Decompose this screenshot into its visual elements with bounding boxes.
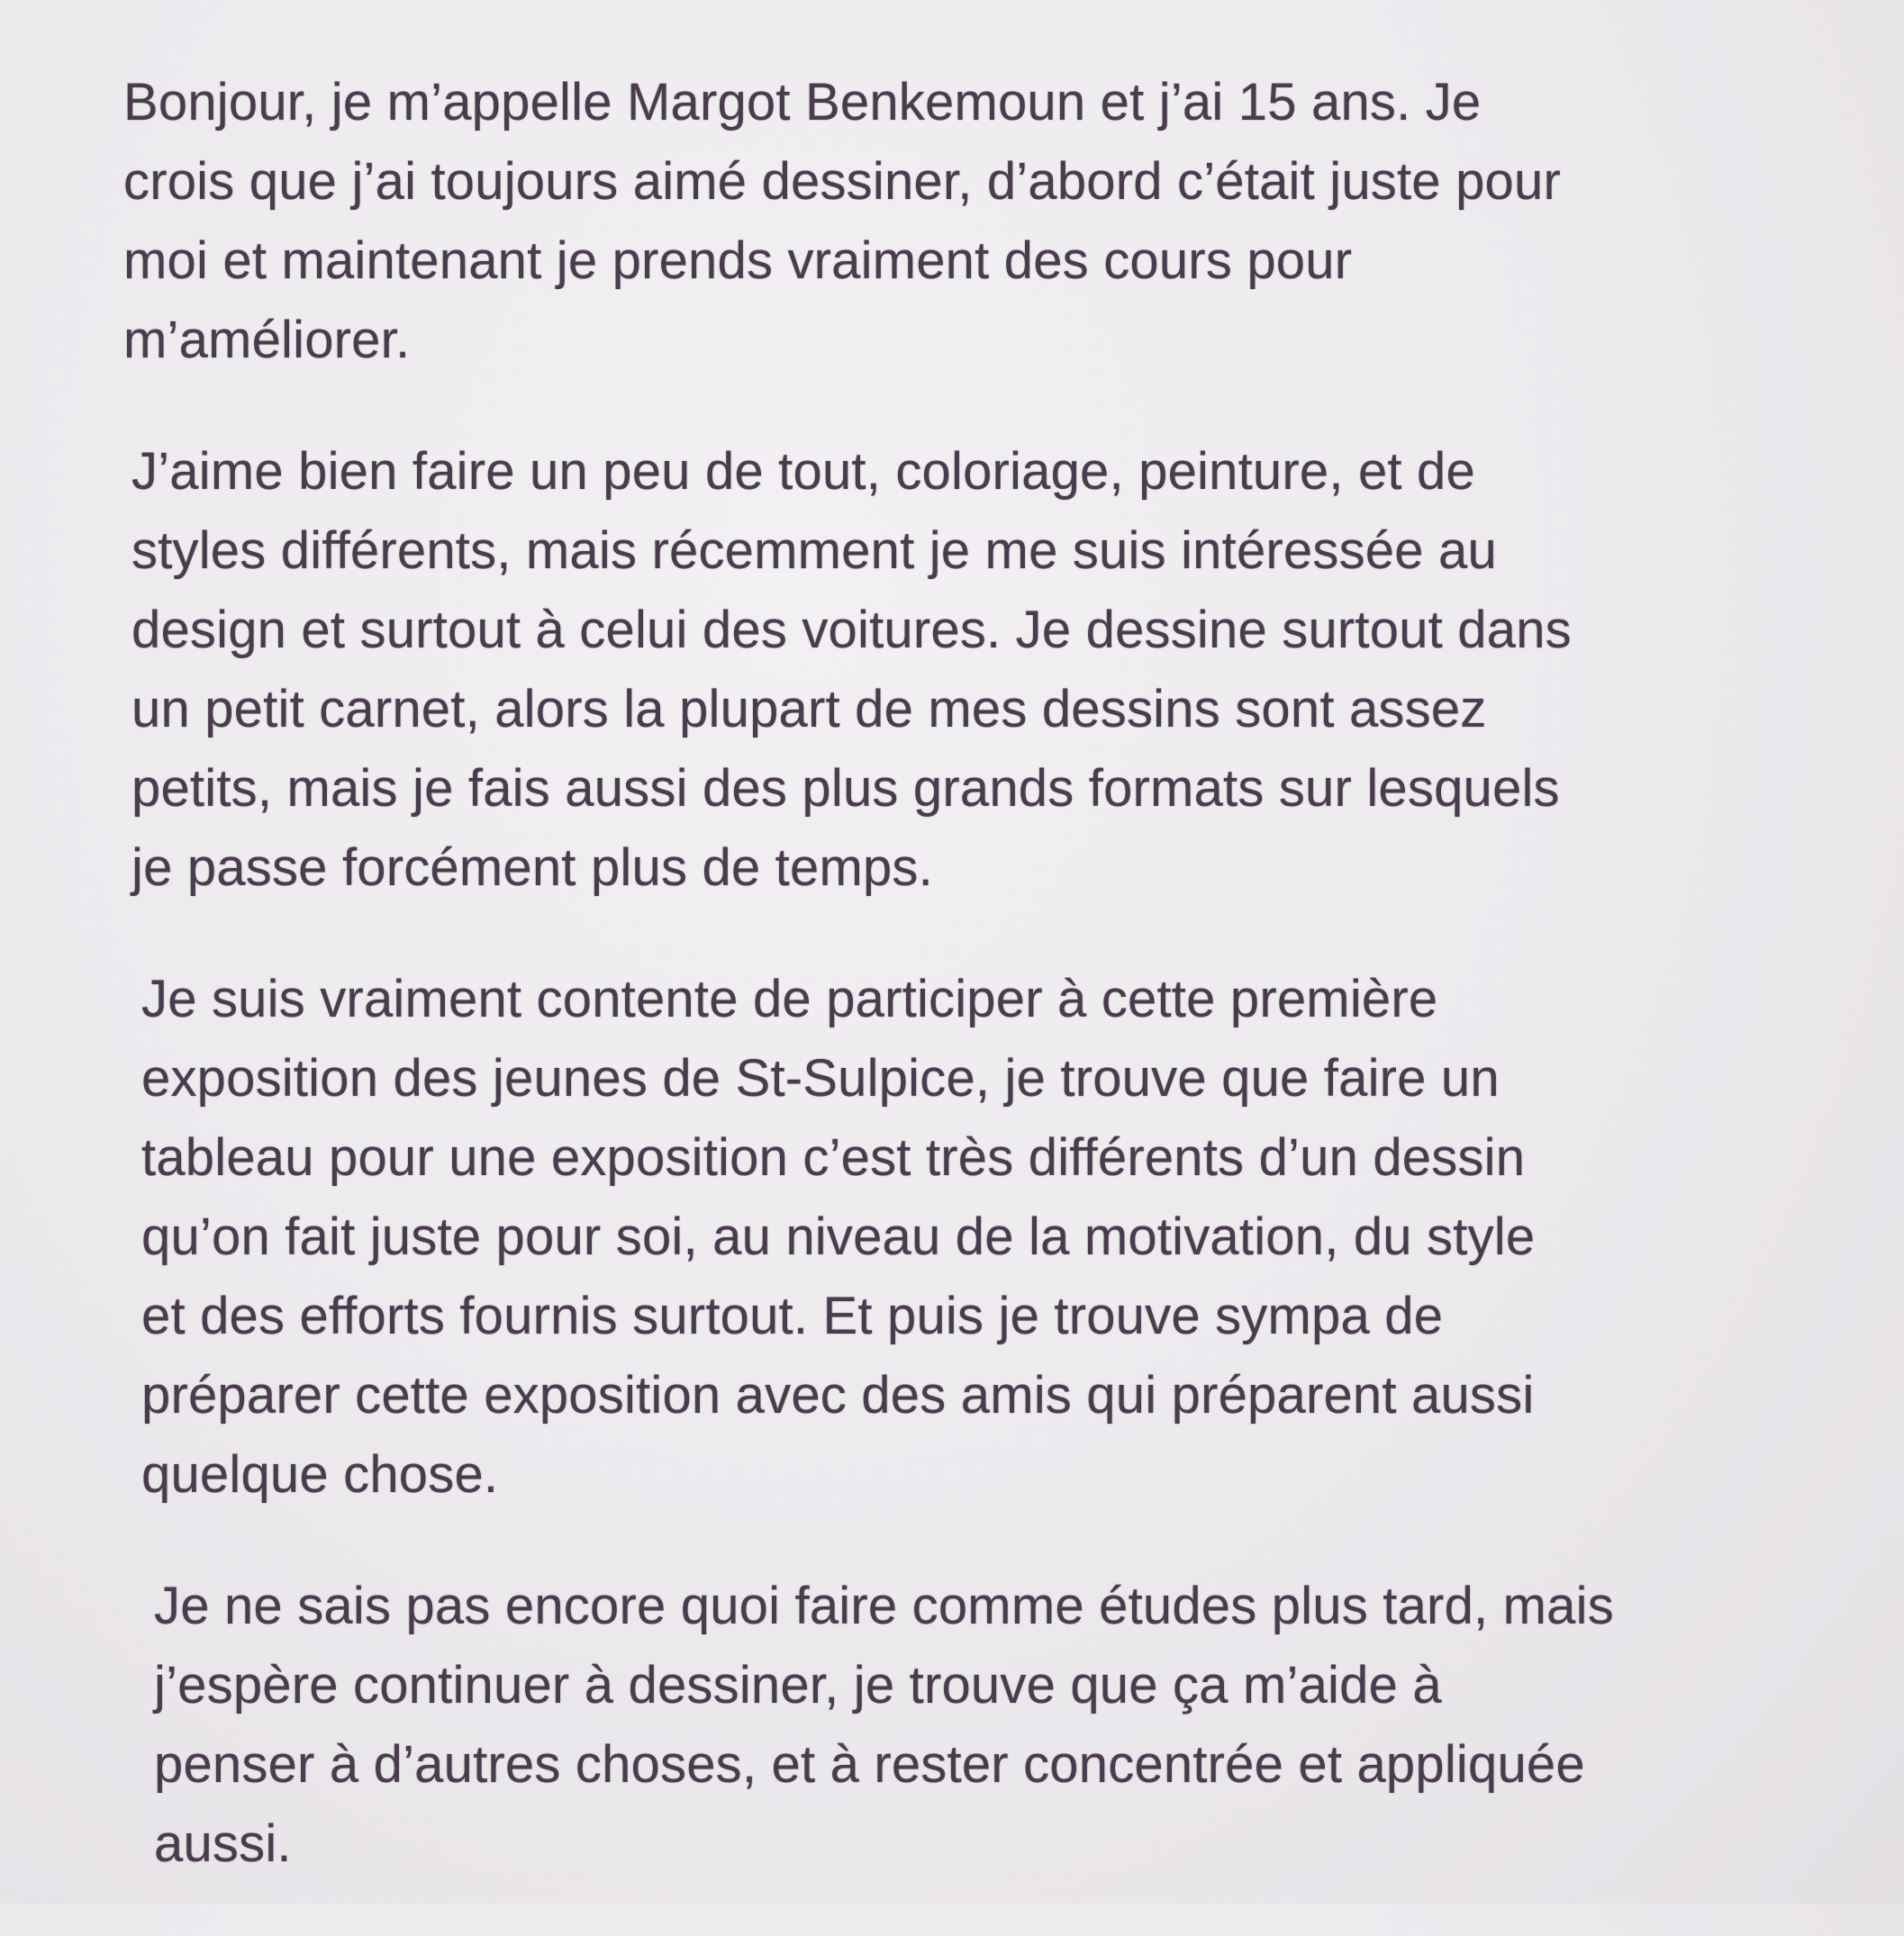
paragraph-styles [131,432,1904,908]
text-line: crois que j’ai toujours aimé dessiner, d’abord c’était juste pour [123,152,1561,211]
text-line: quelque chose. [141,1445,499,1504]
text-line: préparer cette exposition avec des amis qui préparent aussi [141,1366,1535,1425]
text-line: petits, mais je fais aussi des plus grands formats sur lesquels [131,759,1560,818]
text-line: Je suis vraiment contente de participer à cette première [141,970,1438,1028]
text-line: Bonjour, je m’appelle Margot Benkemoun et j’ai 15 ans. Je [123,73,1482,131]
text-line: aussi. [154,1814,292,1873]
text-line: J’aime bien faire un peu de tout, coloriage, peinture, et de [131,442,1475,501]
text-line: qu’on fait juste pour soi, au niveau de la motivation, du style [141,1208,1536,1266]
text-line: un petit carnet, alors la plupart de mes dessins sont assez [131,680,1487,738]
text-line: tableau pour une exposition c’est très différents d’un dessin [141,1128,1526,1187]
printed-text-panel [0,63,1904,1936]
text-line: j’espère continuer à dessiner, je trouve que ça m’aide à [154,1656,1442,1714]
text-line: moi et maintenant je prends vraiment des cours pour [123,231,1353,290]
text-line: penser à d’autres choses, et à rester concentrée et appliquée [154,1735,1585,1794]
paragraph-exposition [141,960,1904,1515]
paragraph-future [154,1567,1904,1884]
text-line: styles différents, mais récemment je me suis intéressée au [131,521,1497,580]
text-line: exposition des jeunes de St-Sulpice, je trouve que faire un [141,1049,1500,1108]
text-line: je passe forcément plus de temps. [131,838,933,897]
paragraph-intro [123,63,1904,380]
text-line: Je ne sais pas encore quoi faire comme études plus tard, mais [154,1577,1614,1635]
text-line: et des efforts fournis surtout. Et puis je trouve sympa de [141,1287,1444,1345]
text-line: design et surtout à celui des voitures. Je dessine surtout dans [131,601,1572,659]
text-line: m’améliorer. [123,311,411,369]
